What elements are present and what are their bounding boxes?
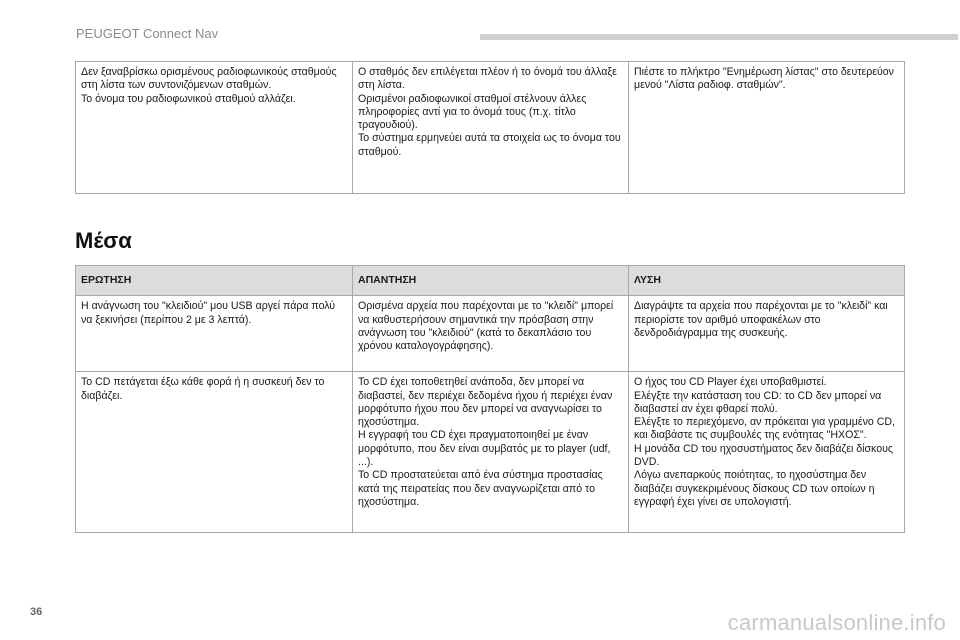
solution-cell: Ο ήχος του CD Player έχει υποβαθμιστεί. Ελέγξτε την κατάσταση του CD: το CD δεν μπορεί να διαβαστεί αν έχει φθαρεί πολύ. Ελέγξτε το περιεχόμενο, αν πρόκειται για γραμμένο CD, και διαβάστε τις συμβουλές της ενότητας "ΗΧΟΣ". Η μονάδα CD του ηχοσυστήματος δεν διαβάζει δίσκους DVD. Λόγω ανεπαρκούς ποιότητας, το ηχοσύστημα δεν διαβάζει συγκεκριμένους δίσκους CD των οποίων η εγγραφή έχει γίνει σε υπολογιστή. [629, 372, 905, 533]
page-number: 36 [30, 606, 43, 618]
question-cell: Το CD πετάγεται έξω κάθε φορά ή η συσκευή δεν το διαβάζει. [76, 372, 353, 533]
question-cell: Δεν ξαναβρίσκω ορισμένους ραδιοφωνικούς σταθμούς στη λίστα των συντονιζόμενων σταθμών. Το όνομα του ραδιοφωνικού σταθμού αλλάζει. [76, 62, 353, 194]
table-row [76, 296, 905, 372]
radio-faq-table [75, 61, 905, 194]
solution-cell: Πιέστε το πλήκτρο "Ενημέρωση λίστας" στο δευτερεύον μενού "Λίστα ραδιοφ. σταθμών". [629, 62, 905, 194]
solution-header: ΛΥΣΗ [629, 266, 905, 296]
site-watermark: carmanualsonline.info [727, 610, 946, 635]
solution-cell: Διαγράψτε τα αρχεία που παρέχονται με το "κλειδί" και περιορίστε τον αριθμό υποφακέλων στο δενδροδιάγραμμα της συσκευής. [629, 296, 905, 372]
table-header-row [76, 266, 905, 296]
question-header: ΕΡΩΤΗΣΗ [76, 266, 353, 296]
media-faq-table [75, 265, 905, 533]
header-divider-bar [480, 34, 958, 40]
section-title: Μέσα [75, 228, 132, 253]
answer-cell: Ορισμένα αρχεία που παρέχονται με το "κλειδί" μπορεί να καθυστερήσουν σημαντικά την πρόσβαση στην ανάγνωση του "κλειδιού" (κατά το δεκαπλάσιο του χρόνου καταλογογράφησης). [353, 296, 629, 372]
table-row [76, 62, 905, 194]
answer-header: ΑΠΑΝΤΗΣΗ [353, 266, 629, 296]
answer-cell: Ο σταθμός δεν επιλέγεται πλέον ή το όνομά του άλλαξε στη λίστα. Ορισμένοι ραδιοφωνικοί σταθμοί στέλνουν άλλες πληροφορίες αντί για το όνομά τους (π.χ. τίτλο τραγουδιού). Το σύστημα ερμηνεύει αυτά τα στοιχεία ως το όνομα του σταθμού. [353, 62, 629, 194]
manual-header-title: PEUGEOT Connect Nav [76, 26, 219, 41]
answer-cell: Το CD έχει τοποθετηθεί ανάποδα, δεν μπορεί να διαβαστεί, δεν περιέχει δεδομένα ήχου ή περιέχει έναν μορφότυπο ήχου που δεν μπορεί να αναγνωρίσει το ηχοσύστημα. Η εγγραφή του CD έχει πραγματοποιηθεί με έναν μορφότυπο, που δεν είναι συμβατός με το player (udf, ...). Το CD προστατεύεται από ένα σύστημα προστασίας κατά της πειρατείας που δεν αναγνωρίζεται από το ηχοσύστημα. [353, 372, 629, 533]
table-row [76, 372, 905, 533]
question-cell: Η ανάγνωση του "κλειδιού" μου USB αργεί πάρα πολύ να ξεκινήσει (περίπου 2 με 3 λεπτά). [76, 296, 353, 372]
